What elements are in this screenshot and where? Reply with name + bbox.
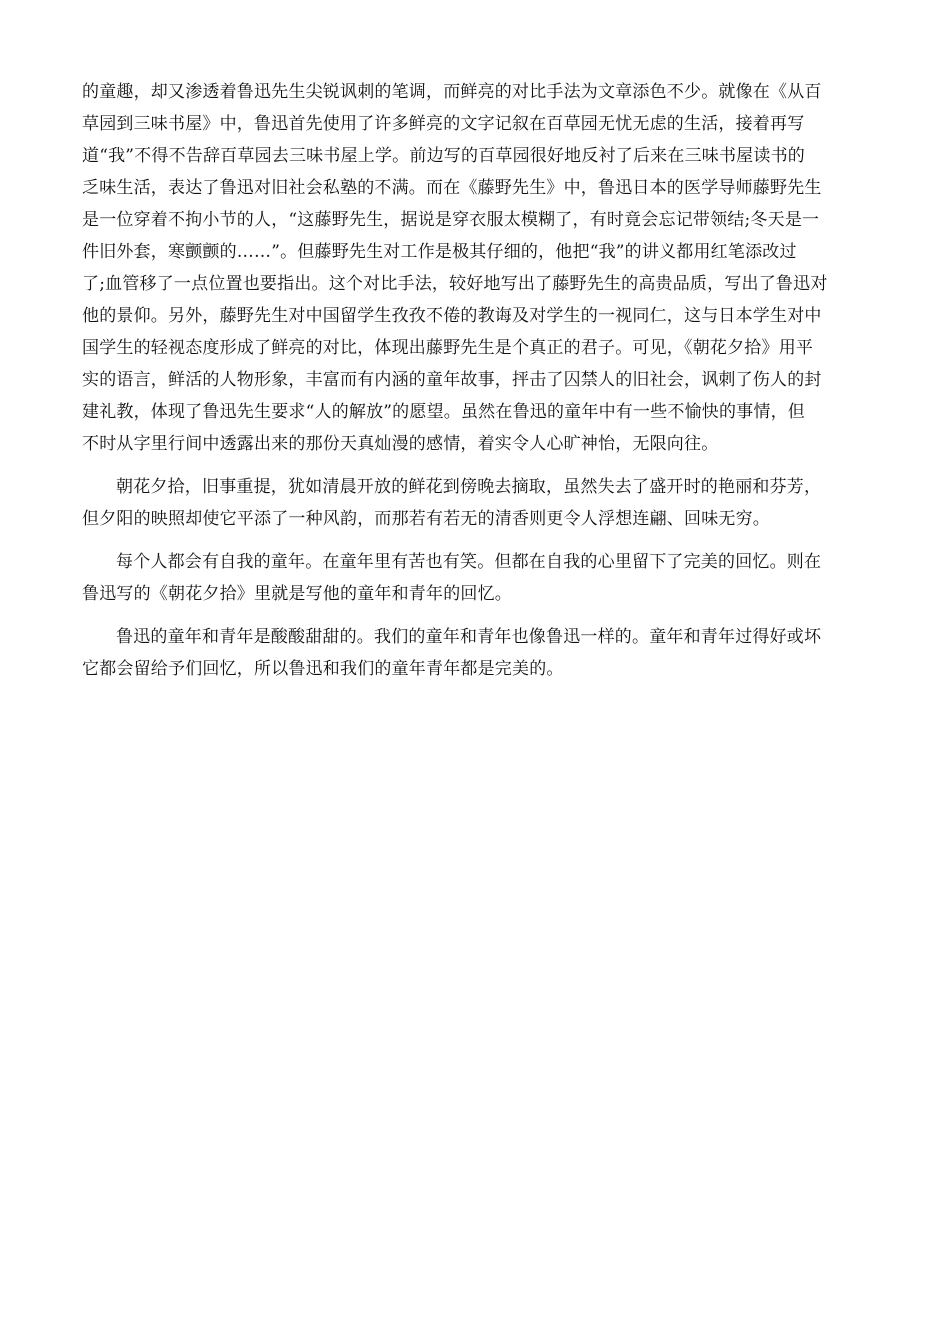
paragraph-3 [82,546,872,610]
text-line: 每个人都会有自我的童年。在童年里有苦也有笑。但都在自我的心里留下了完美的回忆。则在 [116,552,822,572]
text-line: 道“我”不得不告辞百草园去三味书屋上学。前边写的百草园很好地反衬了后来在三味书屋读书的 [82,146,805,166]
text-line: 了;血管移了一点位置也要指出。这个对比手法，较好地写出了藤野先生的高贵品质，写出了鲁迅对 [82,274,828,294]
document-page [82,76,872,696]
text-line: 国学生的轻视态度形成了鲜亮的对比，体现出藤野先生是个真正的君子。可见，《朝花夕拾》用平 [82,338,814,358]
text-line: 但夕阳的映照却使它平添了一种风韵，而那若有若无的清香则更令人浮想连翩、回味无穷。 [82,509,770,529]
text-line: 草园到三味书屋》中，鲁迅首先使用了许多鲜亮的文字记叙在百草园无忧无虑的生活，接着再写 [82,114,805,134]
text-line: 实的语言，鲜活的人物形象，丰富而有内涵的童年故事，抨击了囚禁人的旧社会，讽刺了伤人的封 [82,370,822,390]
text-line: 不时从字里行间中透露出来的那份天真灿漫的感情，着实令人心旷神怡，无限向往。 [82,434,719,454]
paragraph-1 [82,76,872,460]
text-line: 的童趣，却又渗透着鲁迅先生尖锐讽刺的笔调，而鲜亮的对比手法为文章添色不少。就像在《从百 [82,82,822,102]
paragraph-2 [82,471,872,535]
text-line: 鲁迅写的《朝花夕拾》里就是写他的童年和青年的回忆。 [82,584,512,604]
text-line: 朝花夕拾，旧事重提，犹如清晨开放的鲜花到傍晚去摘取，虽然失去了盛开时的艳丽和芬芳， [116,477,822,497]
paragraph-4 [82,621,872,685]
text-line: 他的景仰。另外，藤野先生对中国留学生孜孜不倦的教诲及对学生的一视同仁，这与日本学生对中 [82,306,822,326]
text-line: 件旧外套，寒颤颤的……”。但藤野先生对工作是极其仔细的，他把“我”的讲义都用红笔添改过 [82,242,797,262]
text-line: 乏味生活，表达了鲁迅对旧社会私塾的不满。而在《藤野先生》中，鲁迅日本的医学导师藤野先生 [82,178,822,198]
text-line: 是一位穿着不拘小节的人，“这藤野先生，据说是穿衣服太模糊了，有时竟会忘记带领结;冬天是一 [82,210,820,230]
text-line: 建礼教，体现了鲁迅先生要求“人的解放”的愿望。虽然在鲁迅的童年中有一些不愉快的事情，但 [82,402,805,422]
text-line: 鲁迅的童年和青年是酸酸甜甜的。我们的童年和青年也像鲁迅一样的。童年和青年过得好或坏 [116,627,822,647]
text-line: 它都会留给予们回忆，所以鲁迅和我们的童年青年都是完美的。 [82,659,564,679]
